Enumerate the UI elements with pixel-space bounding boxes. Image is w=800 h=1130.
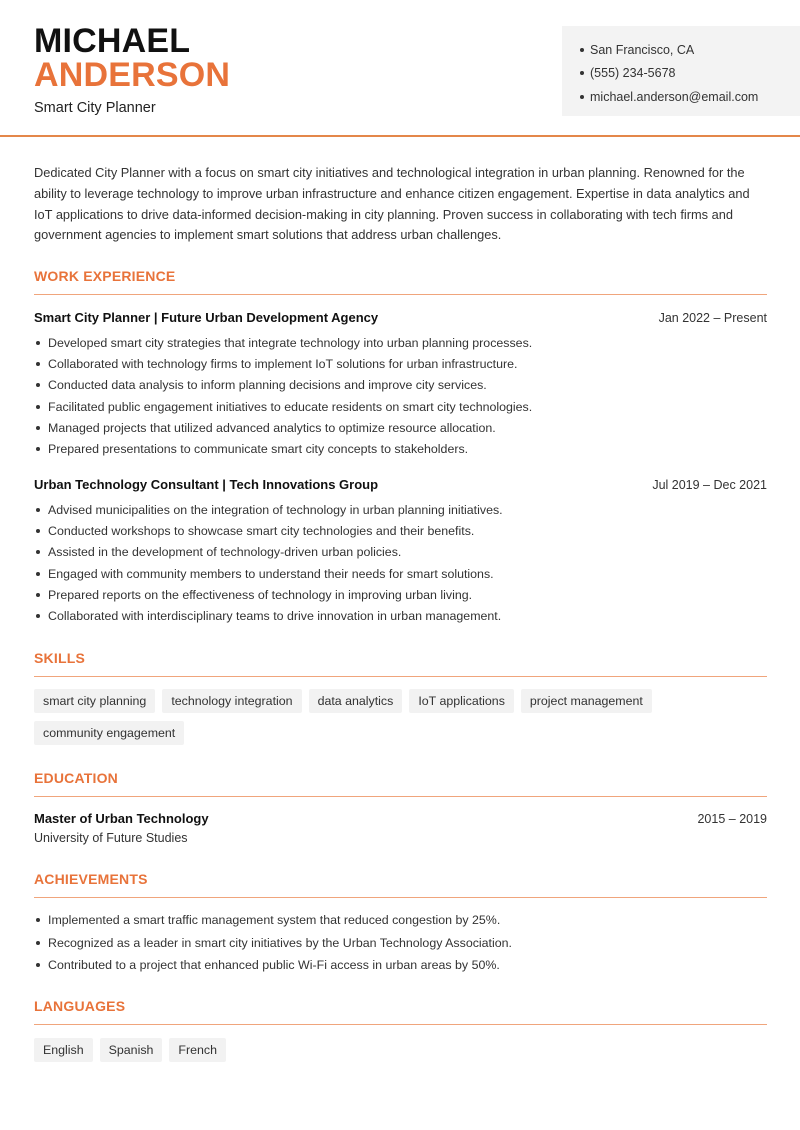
- bullet-dot-icon: [36, 593, 40, 597]
- job-role: Urban Technology Consultant | Tech Innovations Group: [34, 477, 379, 492]
- bullet-dot-icon: [36, 447, 40, 451]
- list-item-text: Contributed to a project that enhanced public Wi-Fi access in urban areas by 50%.: [48, 958, 500, 973]
- section-title-languages: LANGUAGES: [34, 998, 767, 1025]
- list-item-text: Developed smart city strategies that integrate technology into urban planning processes.: [48, 335, 533, 350]
- section-title-education: EDUCATION: [34, 770, 767, 797]
- resume-header: [0, 0, 800, 137]
- list-item: [34, 353, 767, 374]
- list-item-text: Implemented a smart traffic management system that reduced congestion by 25%.: [48, 913, 501, 928]
- professional-summary: Dedicated City Planner with a focus on smart city initiatives and technological integration in urban planning. Renowned for the ability to leverage technology to improve urban infrastructure and enhance citizen engagement. Expertise in data analytics and IoT applications to drive data-informed decision-making in city planning. Proven success in collaborating with tech firms and government agencies to implement smart solutions that address urban challenges.: [34, 165, 750, 243]
- bullet-dot-icon: [36, 426, 40, 430]
- job-role: Smart City Planner | Future Urban Development Agency: [34, 310, 379, 325]
- list-item: [34, 438, 767, 459]
- job-title: Smart City Planner: [34, 100, 156, 116]
- contact-phone-text: (555) 234-5678: [590, 66, 676, 81]
- school-name: University of Future Studies: [34, 831, 188, 845]
- list-item: [34, 563, 767, 584]
- contact-email-text: michael.anderson@email.com: [590, 89, 759, 104]
- section-title-skills: SKILLS: [34, 650, 767, 677]
- bullet-dot-icon: [36, 383, 40, 387]
- list-item-text: Managed projects that utilized advanced analytics to optimize resource allocation.: [48, 420, 496, 435]
- bullet-dot-icon: [36, 508, 40, 512]
- job-header-1: [34, 310, 767, 325]
- skill-tag: technology integration: [162, 689, 301, 713]
- education-dates: 2015 – 2019: [697, 812, 767, 826]
- first-name: MICHAEL: [34, 22, 191, 60]
- skill-tag: data analytics: [309, 689, 403, 713]
- skill-tag: community engagement: [34, 721, 184, 745]
- list-item: [34, 605, 767, 626]
- list-item: [34, 542, 767, 563]
- list-item: [34, 375, 767, 396]
- bullet-dot-icon: [36, 918, 40, 922]
- achievements-list: [34, 909, 767, 977]
- bullet-dot-icon: [36, 405, 40, 409]
- job-bullets-1: [34, 332, 767, 460]
- skill-tag: IoT applications: [409, 689, 514, 713]
- contact-email: [580, 85, 800, 109]
- list-item: [34, 909, 767, 932]
- list-item-text: Prepared presentations to communicate smart city concepts to stakeholders.: [48, 442, 469, 457]
- section-title-achievements: ACHIEVEMENTS: [34, 871, 767, 898]
- list-item-text: Advised municipalities on the integration of technology in urban planning initiatives.: [48, 502, 503, 517]
- list-item-text: Engaged with community members to understand their needs for smart solutions.: [48, 566, 494, 581]
- list-item: [34, 520, 767, 541]
- bullet-dot-icon: [36, 572, 40, 576]
- list-item: [34, 954, 767, 977]
- skill-tag: project management: [521, 689, 652, 713]
- bullet-dot-icon: [36, 614, 40, 618]
- list-item-text: Recognized as a leader in smart city initiatives by the Urban Technology Association.: [48, 935, 512, 950]
- list-item: [34, 417, 767, 438]
- language-tag: French: [169, 1038, 226, 1062]
- language-tag: Spanish: [100, 1038, 163, 1062]
- language-tag: English: [34, 1038, 93, 1062]
- bullet-dot-icon: [580, 71, 584, 75]
- list-item-text: Conducted data analysis to inform planning decisions and improve city services.: [48, 378, 487, 393]
- languages-list: [34, 1038, 767, 1062]
- bullet-dot-icon: [36, 341, 40, 345]
- contact-location: [580, 38, 800, 62]
- job-bullets-2: [34, 499, 767, 627]
- list-item: [34, 932, 767, 955]
- job-dates: Jul 2019 – Dec 2021: [652, 478, 767, 492]
- bullet-dot-icon: [36, 963, 40, 967]
- contact-box: [562, 26, 800, 116]
- bullet-dot-icon: [580, 48, 584, 52]
- list-item: [34, 396, 767, 417]
- last-name: ANDERSON: [34, 56, 231, 94]
- list-item-text: Collaborated with interdisciplinary teams to drive innovation in urban management.: [48, 609, 502, 624]
- skill-tag: smart city planning: [34, 689, 155, 713]
- job-dates: Jan 2022 – Present: [658, 311, 767, 325]
- contact-location-text: San Francisco, CA: [590, 42, 695, 57]
- bullet-dot-icon: [580, 95, 584, 99]
- list-item-text: Collaborated with technology firms to implement IoT solutions for urban infrastructure.: [48, 356, 518, 371]
- section-title-work-experience: WORK EXPERIENCE: [34, 268, 767, 295]
- skills-list: [34, 689, 767, 745]
- bullet-dot-icon: [36, 941, 40, 945]
- bullet-dot-icon: [36, 362, 40, 366]
- list-item: [34, 499, 767, 520]
- bullet-dot-icon: [36, 550, 40, 554]
- bullet-dot-icon: [36, 529, 40, 533]
- list-item-text: Assisted in the development of technology-driven urban policies.: [48, 545, 402, 560]
- list-item: [34, 584, 767, 605]
- job-header-2: [34, 477, 767, 492]
- list-item: [34, 332, 767, 353]
- list-item-text: Prepared reports on the effectiveness of technology in improving urban living.: [48, 587, 473, 602]
- contact-phone: [580, 62, 800, 86]
- degree: Master of Urban Technology: [34, 811, 209, 826]
- education-header: [34, 811, 767, 826]
- list-item-text: Facilitated public engagement initiatives to educate residents on smart city technologies.: [48, 399, 533, 414]
- list-item-text: Conducted workshops to showcase smart city technologies and their benefits.: [48, 523, 475, 538]
